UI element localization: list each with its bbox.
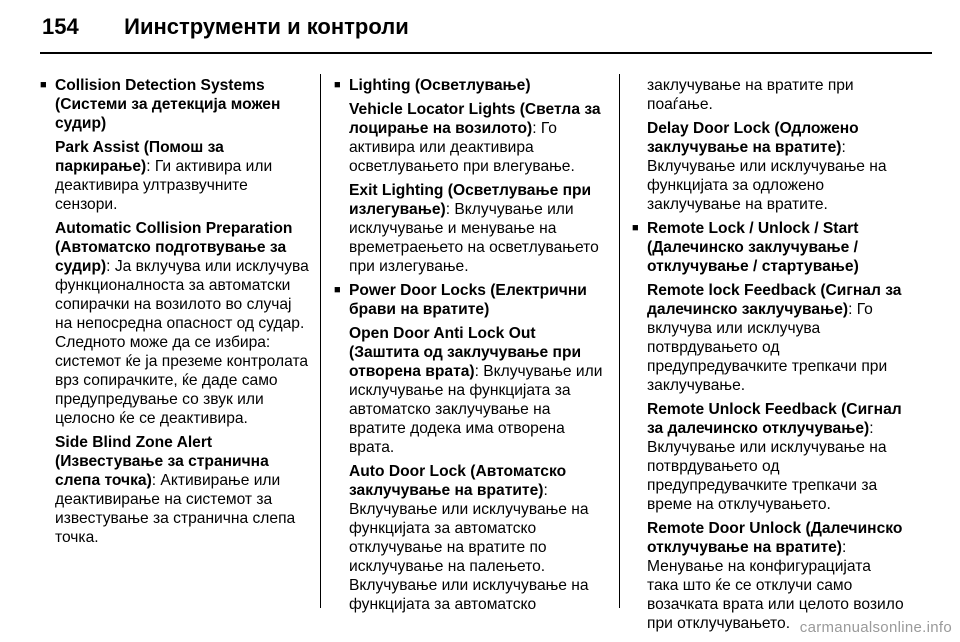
setting-description bbox=[647, 519, 904, 633]
setting-name: Automatic Collision Preparation (Автоматско подготвување за судир) bbox=[55, 220, 293, 275]
setting-description bbox=[349, 181, 606, 276]
setting-text: : Го вклучува или исклучува потврдувањето од предупредувачките трепкачи при заклучување. bbox=[647, 301, 888, 394]
setting-text: : Вклучување или исклучување на функцијата за автоматско отклучување на вратите по исклучување на палењето. Вклучување или исклучување на функцијата за автоматско bbox=[349, 482, 589, 613]
setting-name: Remote lock Feedback (Сигнал за далечинско заклучување) bbox=[647, 282, 902, 318]
section-heading bbox=[334, 76, 606, 95]
bullet-icon: ■ bbox=[334, 284, 341, 296]
setting-description bbox=[55, 138, 312, 214]
setting-text: заклучување на вратите при поаѓање. bbox=[647, 77, 854, 113]
setting-text: : Вклучување или исклучување на функцијата за одложено заклучување на вратите. bbox=[647, 139, 887, 213]
setting-text: : Менување на конфигурацијата така што ќе се отклучи само возачката врата или целото возило при отклучувањето. bbox=[647, 539, 904, 632]
setting-description bbox=[647, 281, 904, 395]
section-title: Collision Detection Systems (Системи за детекција можен судир) bbox=[55, 77, 281, 132]
section-heading bbox=[334, 281, 606, 319]
setting-text: : Вклучување или исклучување на потврдувањето од предупредувачките трепкачи за време на отклучувањето. bbox=[647, 420, 887, 513]
section-title: Power Door Locks (Електрични брави на вратите) bbox=[349, 282, 587, 318]
setting-description bbox=[55, 219, 312, 428]
setting-name: Auto Door Lock (Автоматско заклучување на вратите) bbox=[349, 463, 567, 499]
page-number: 154 bbox=[42, 14, 79, 39]
setting-text: : Вклучување или исклучување и менување на времетраењето на осветлувањето при излегување. bbox=[349, 201, 599, 275]
setting-name: Remote Door Unlock (Далечинско отклучување на вратите) bbox=[647, 520, 903, 556]
watermark: carmanualsonline.info bbox=[799, 619, 952, 636]
column-divider bbox=[619, 74, 620, 608]
setting-name: Delay Door Lock (Одложено заклучување на вратите) bbox=[647, 120, 859, 156]
section-title: Lighting (Осветлување) bbox=[349, 77, 531, 94]
setting-description bbox=[647, 119, 904, 214]
setting-description bbox=[647, 400, 904, 514]
setting-text: : Вклучување или исклучување на функцијата за автоматско заклучување на вратите додека има отворена врата. bbox=[349, 363, 603, 456]
setting-text: : Ја вклучува или исклучува функционалноста за автоматски сопирачки на возилото во случај на непосредна опасност од судар. Следното може да се избира: системот ќе ја преземе контролата врз сопирачките, ќе даде само предупредување со звук или целосно ќе се деактивира. bbox=[55, 258, 309, 427]
column-3 bbox=[632, 76, 904, 638]
setting-text: : Активирање или деактивирање на системот за известување за странична слепа точка. bbox=[55, 472, 296, 546]
page-title: Иинструменти и контроли bbox=[124, 14, 409, 39]
setting-name: Exit Lighting (Осветлување при излегување) bbox=[349, 182, 592, 218]
page-header bbox=[42, 14, 409, 40]
header-rule bbox=[40, 52, 932, 54]
setting-name: Side Blind Zone Alert (Известување за странична слепа точка) bbox=[55, 434, 269, 489]
setting-text: : Ги активира или деактивира ултразвучните сензори. bbox=[55, 158, 273, 213]
setting-description bbox=[349, 324, 606, 457]
column-1 bbox=[40, 76, 312, 552]
setting-name: Park Assist (Помош за паркирање) bbox=[55, 139, 224, 175]
section-title: Remote Lock / Unlock / Start (Далечинско заклучување / отклучување / стартување) bbox=[647, 220, 859, 275]
setting-name: Open Door Anti Lock Out (Заштита од заклучување при отворена врата) bbox=[349, 325, 582, 380]
section-heading bbox=[40, 76, 312, 133]
setting-name: Vehicle Locator Lights (Светла за лоцирање на возилото) bbox=[349, 101, 601, 137]
bullet-icon: ■ bbox=[334, 79, 341, 91]
column-2 bbox=[334, 76, 606, 619]
column-divider bbox=[320, 74, 321, 608]
setting-text: : Го активира или деактивира осветлувањето при влегување. bbox=[349, 120, 575, 175]
bullet-icon: ■ bbox=[632, 222, 639, 234]
setting-name: Remote Unlock Feedback (Сигнал за далечинско отклучување) bbox=[647, 401, 902, 437]
setting-description bbox=[349, 100, 606, 176]
section-heading bbox=[632, 219, 904, 276]
bullet-icon: ■ bbox=[40, 79, 47, 91]
setting-description bbox=[55, 433, 312, 547]
setting-description bbox=[349, 462, 606, 614]
setting-description bbox=[647, 76, 904, 114]
